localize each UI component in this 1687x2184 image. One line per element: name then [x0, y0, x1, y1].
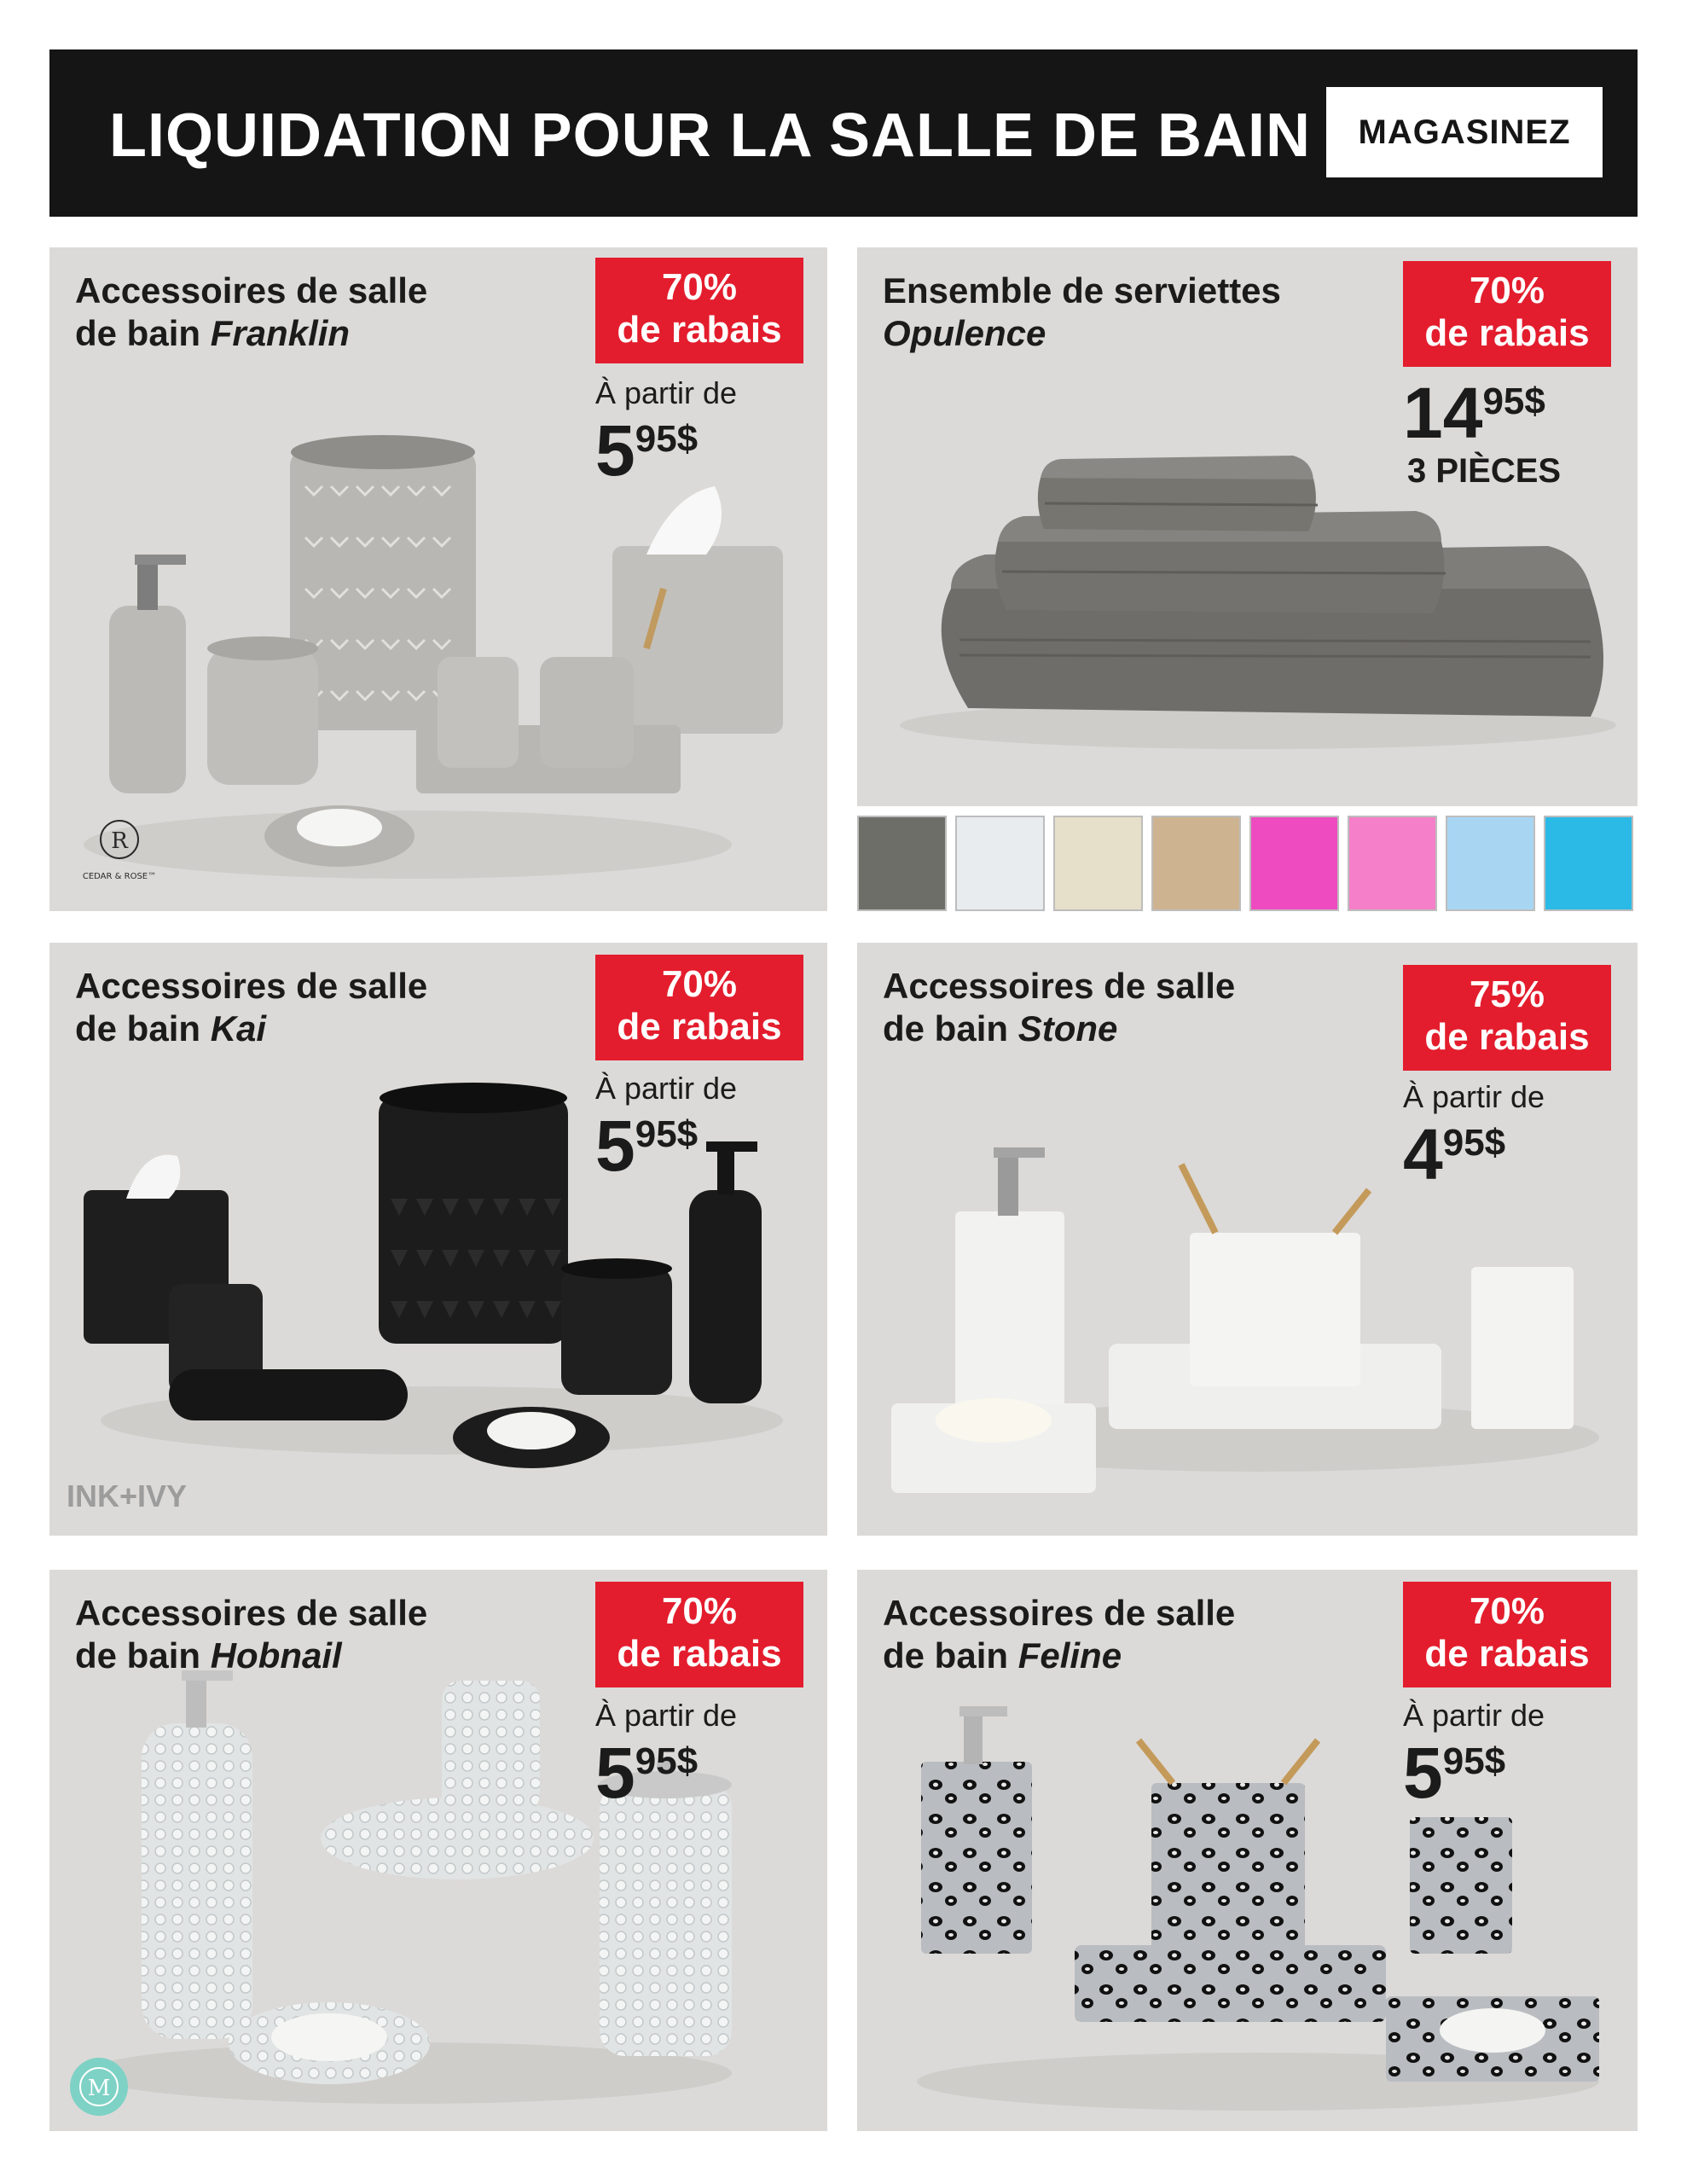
title-prefix: de bain [883, 1635, 1018, 1676]
discount-badge [595, 1582, 803, 1687]
title-name: Stone [1017, 1008, 1118, 1048]
discount-label: de rabais [617, 309, 782, 351]
title-prefix: de bain [75, 1635, 211, 1676]
price-integer: 5 [1403, 1733, 1443, 1813]
price [595, 410, 699, 491]
header-banner [49, 49, 1638, 217]
from-label: À partir de [1403, 1079, 1545, 1114]
product-card-feline[interactable] [857, 1570, 1638, 2131]
price-integer: 5 [595, 410, 635, 491]
cedar-rose-logo [68, 817, 171, 886]
color-swatches [857, 816, 1633, 911]
discount-label: de rabais [1424, 1633, 1590, 1675]
title-name: Hobnail [210, 1635, 342, 1676]
brand-text: CEDAR & ROSE™ [82, 872, 157, 881]
discount-percent: 75% [1469, 973, 1545, 1015]
product-title [883, 270, 1281, 355]
discount-label: de rabais [617, 1006, 782, 1048]
title-line-1: Accessoires de salle [75, 270, 428, 311]
product-card-franklin[interactable] [49, 247, 827, 911]
price-cents: 95$ [1442, 1122, 1506, 1164]
title-name: Opulence [883, 313, 1046, 353]
discount-label: de rabais [617, 1633, 782, 1675]
price [595, 1733, 699, 1813]
ink-ivy-logo: INK+IVY [67, 1478, 188, 1513]
price-cents: 95$ [635, 1740, 699, 1782]
discount-badge [1403, 965, 1611, 1071]
price-cents: 95$ [1482, 380, 1545, 422]
price [1403, 1733, 1506, 1813]
price [1403, 373, 1545, 453]
product-card-hobnail[interactable] [49, 1570, 827, 2131]
from-label: À partir de [595, 1698, 738, 1733]
swatch-gray[interactable] [857, 816, 947, 911]
swatch-light-blue[interactable] [1446, 816, 1535, 911]
discount-percent: 70% [661, 963, 738, 1005]
price [1403, 1114, 1506, 1194]
product-card-kai[interactable] [49, 943, 827, 1536]
from-label: À partir de [595, 1071, 738, 1106]
swatch-white[interactable] [955, 816, 1045, 911]
discount-badge [595, 955, 803, 1060]
title-name: Feline [1017, 1635, 1122, 1676]
swatch-pink[interactable] [1348, 816, 1437, 911]
price-cents: 95$ [1442, 1740, 1506, 1782]
discount-percent: 70% [1469, 1590, 1545, 1632]
banner-title: LIQUIDATION POUR LA SALLE DE BAIN [109, 102, 1311, 170]
price-integer: 4 [1403, 1114, 1443, 1194]
from-label: À partir de [595, 375, 738, 410]
swatch-turquoise[interactable] [1544, 816, 1633, 911]
product-title [75, 965, 427, 1050]
martha-stewart-logo [68, 2056, 130, 2117]
swatch-cream[interactable] [1053, 816, 1143, 911]
title-name: Kai [210, 1008, 267, 1048]
price-integer: 14 [1403, 373, 1483, 453]
discount-badge [595, 258, 803, 363]
product-card-stone[interactable] [857, 943, 1638, 1536]
title-name: Franklin [210, 313, 351, 353]
price-integer: 5 [595, 1733, 635, 1813]
discount-label: de rabais [1424, 1016, 1590, 1058]
discount-percent: 70% [1469, 270, 1545, 311]
price-cents: 95$ [635, 418, 699, 460]
shop-button[interactable]: MAGASINEZ [1326, 87, 1603, 177]
title-line-1: Accessoires de salle [883, 1593, 1236, 1633]
title-line-1: Accessoires de salle [75, 1593, 428, 1633]
title-line-1: Ensemble de serviettes [883, 270, 1281, 311]
discount-badge [1403, 261, 1611, 367]
title-line-1: Accessoires de salle [75, 966, 428, 1006]
title-line-1: Accessoires de salle [883, 966, 1236, 1006]
title-prefix: de bain [75, 313, 211, 353]
product-title [75, 270, 427, 355]
price-cents: 95$ [635, 1113, 699, 1155]
svg-text:M: M [87, 2076, 111, 2101]
discount-badge [1403, 1582, 1611, 1687]
discount-percent: 70% [661, 1590, 738, 1632]
discount-label: de rabais [1424, 312, 1590, 354]
svg-text:R: R [111, 828, 128, 854]
product-title [883, 965, 1235, 1050]
pieces-count: 3 PIÈCES [1407, 452, 1562, 490]
discount-percent: 70% [661, 266, 738, 308]
product-title [75, 1592, 427, 1677]
product-title [883, 1592, 1235, 1677]
title-prefix: de bain [883, 1008, 1018, 1048]
from-label: À partir de [1403, 1698, 1545, 1733]
product-card-opulence[interactable] [857, 247, 1638, 806]
title-prefix: de bain [75, 1008, 211, 1048]
swatch-magenta[interactable] [1249, 816, 1339, 911]
swatch-tan[interactable] [1151, 816, 1241, 911]
price-integer: 5 [595, 1106, 635, 1186]
price [595, 1106, 699, 1186]
